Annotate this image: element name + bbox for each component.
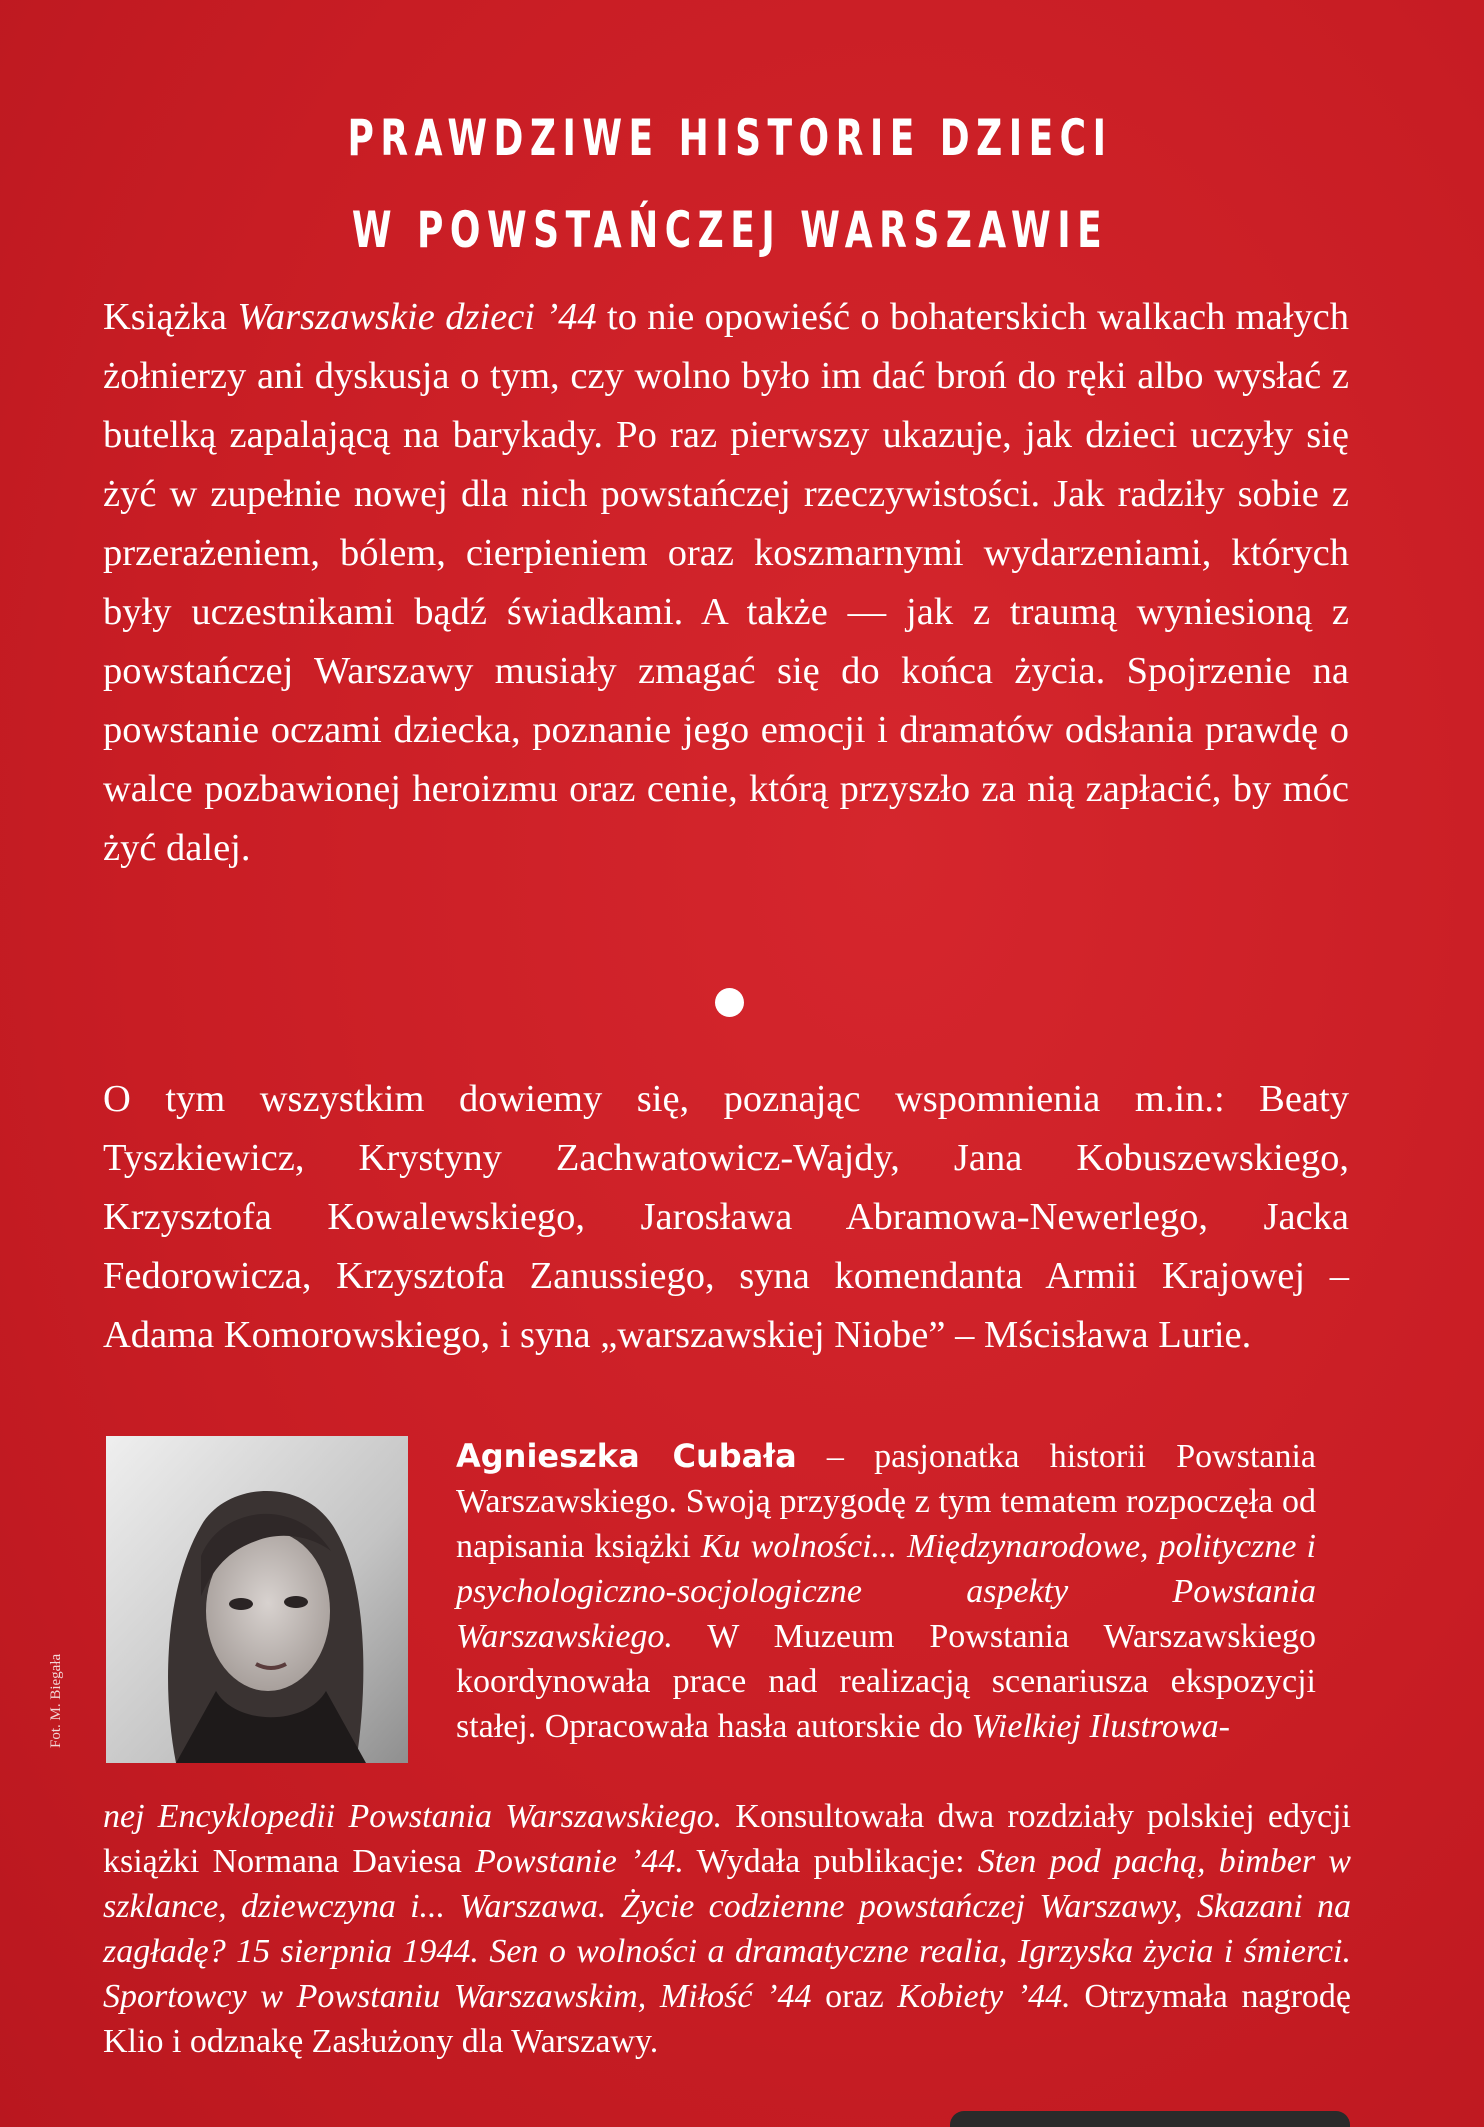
heading-line-1: PRAWDZIWE HISTORIE DZIECI [347,109,1113,167]
author-photo [106,1436,408,1763]
heading-line-2: W POWSTAŃCZEJ WARSZAWIE [351,201,1109,259]
bio-text-4: Wydała publikacje: [683,1843,978,1880]
author-bio-top [456,1434,1316,1749]
bottom-edge-shadow [950,2111,1350,2127]
cover-heading [204,92,1255,276]
bio-text-1: – pasjonatka historii Powstania Warszawskiego. Swoją przygodę z tym tematem rozpoczęła od napisania książki [456,1438,1316,1565]
bio-italic-2b: nej Encyklopedii Powstania Warszawskiego. [103,1798,723,1835]
author-name: Agnieszka Cubała [456,1437,797,1475]
bio-text-3: Konsultowała dwa rozdziały polskiej edycji książki Normana Daviesa [103,1798,1351,1880]
photo-credit: Fot. M. Biegała [48,1653,64,1748]
book-description [103,288,1349,878]
bio-italic-5: Kobiety ’44. [897,1978,1071,2015]
author-bio-bottom [103,1794,1351,2064]
bio-text-2: W Muzeum Powstania Warszawskiego koordynowała prace nad realizacją scenariusza ekspozycji stałej. Opracowała hasła autorskie do [456,1618,1316,1745]
bio-italic-1: Ku wolności... Międzynarodowe, polityczne i psychologiczno-socjologiczne aspekty Powstania Warszawskiego. [456,1528,1316,1655]
author-portrait-image [106,1436,408,1763]
bio-text-5: oraz [811,1978,898,2015]
bio-italic-3: Powstanie ’44. [475,1843,684,1880]
description-text-2: to nie opowieść o bohaterskich walkach małych żołnierzy ani dyskusja o tym, czy wolno było im dać broń do ręki albo wysłać z butelką zapalającą na barykady. Po raz pierwszy ukazuje, jak dzieci uczyły się żyć w zupełnie nowej dla nich powstańczej rzeczywistości. Jak radziły sobie z przerażeniem, bólem, cierpieniem oraz koszmarnymi wydarzeniami, których były uczestnikami bądź świadkami. A także — jak z traumą wyniesioną z powstańczej Warszawy musiały zmagać się do końca życia. Spojrzenie na powstanie oczami dziecka, poznanie jego emocji i dramatów odsłania prawdę o walce pozbawionej heroizmu oraz cenie, którą przyszło za nią zapłacić, by móc żyć dalej. [103,296,1349,869]
bio-italic-2a: Wielkiej Ilustrowa- [971,1708,1230,1745]
bio-text-6: Otrzymała nagrodę Klio i odznakę Zasłużony dla Warszawy. [103,1978,1352,2060]
description-text-1: Książka [103,296,238,338]
book-title: Warszawskie dzieci ’44 [237,296,597,338]
bio-italic-4: Sten pod pachą, bimber w szklance, dziewczyna i... Warszawa. Życie codzienne powstańczej Warszawy, Skazani na zagładę? 15 sierpnia 1944. Sen o wolności a dramatyczne realia, Igrzyska życia i śmierci. Sportowcy w Powstaniu Warszawskim, Miłość ’44 [103,1843,1351,2015]
witnesses-paragraph: O tym wszystkim dowiemy się, poznając wspomnienia m.in.: Beaty Tyszkiewicz, Krystyny Zachwatowicz-Wajdy, Jana Kobuszewskiego, Krzysztofa Kowalewskiego, Jarosława Abramowa-Newerlego, Jacka Fedorowicza, Krzysztofa Zanussiego, syna komendanta Armii Krajowej – Adama Komorowskiego, i syna „warszawskiej Niobe” – Mścisława Lurie. [103,1078,1349,1356]
bullet-separator-icon [715,988,744,1017]
